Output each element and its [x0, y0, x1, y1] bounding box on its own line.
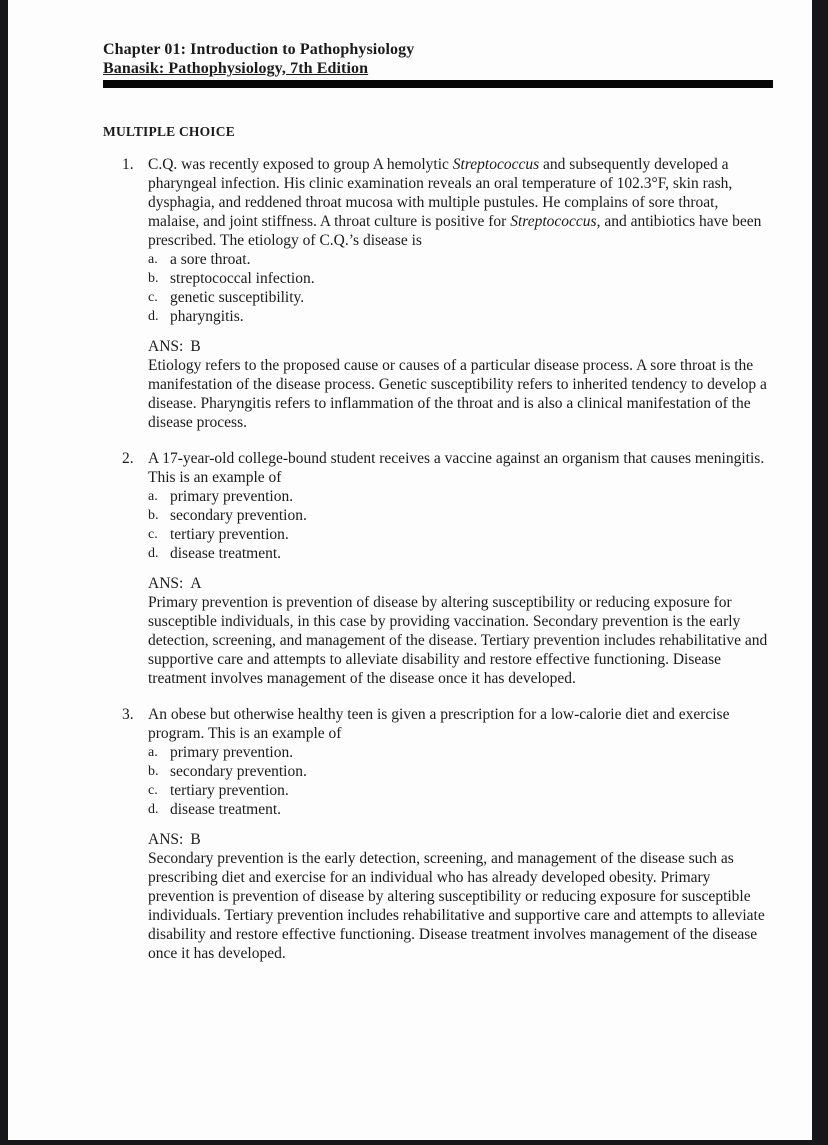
option-text: secondary prevention. [170, 507, 307, 524]
option-letter: c. [148, 527, 158, 542]
option-d [148, 307, 773, 326]
answer-label: ANS: [148, 831, 184, 848]
option-c [148, 525, 773, 544]
option-letter: c. [148, 783, 158, 798]
book-title: Banasik: Pathophysiology, 7th Edition [103, 60, 369, 77]
question-number: 1. [122, 156, 134, 173]
answer-rationale: Secondary prevention is the early detection, screening, and management of the disease such as prescribing diet and exercise for an individual who has already developed obesity. Primary prevention is prevention of disease by altering susceptibility or reducing exposure for susceptible individuals. Tertiary prevention includes rehabilitative and supportive care and attempts to alleviate disability and restore effective functioning. Disease treatment involves management of the disease once it has developed. [148, 850, 765, 962]
option-b [148, 269, 773, 288]
option-a [148, 250, 773, 269]
option-list [148, 250, 773, 326]
answer-line [148, 574, 773, 593]
answer-line [148, 830, 773, 849]
option-letter: b. [148, 271, 159, 286]
option-text: disease treatment. [170, 801, 282, 818]
option-letter: c. [148, 290, 158, 305]
answer-value: B [190, 338, 201, 355]
option-letter: a. [148, 745, 158, 760]
question-3 [103, 705, 773, 963]
option-text: tertiary prevention. [170, 782, 289, 799]
section-title: MULTIPLE CHOICE [103, 124, 235, 139]
question-stem: C.Q. was recently exposed to group A hemolytic Streptococcus and subsequently developed a pharyngeal infection. His clinic examination reveals an oral temperature of 102.3°F, skin rash, dysphagia, and reddened throat mucosa with multiple pustules. He complains of sore throat, malaise, and joint stiffness. A throat culture is positive for Streptococcus, and antibiotics have been prescribed. The etiology of C.Q.’s disease is [148, 156, 762, 249]
answer-value: A [190, 575, 202, 592]
option-text: secondary prevention. [170, 763, 307, 780]
question-2 [103, 449, 773, 688]
question-stem: A 17-year-old college-bound student receives a vaccine against an organism that causes meningitis. This is an example of [148, 450, 765, 486]
option-letter: d. [148, 309, 159, 324]
option-text: streptococcal infection. [170, 270, 315, 287]
answer-label: ANS: [148, 338, 184, 355]
option-b [148, 506, 773, 525]
question-body [148, 449, 773, 688]
option-letter: d. [148, 546, 159, 561]
option-text: primary prevention. [170, 488, 294, 505]
option-list [148, 743, 773, 819]
option-letter: b. [148, 508, 159, 523]
question-list [103, 155, 773, 963]
question-stem: An obese but otherwise healthy teen is given a prescription for a low-calorie diet and exercise program. This is an example of [148, 706, 730, 742]
question-body [148, 155, 773, 432]
option-text: pharyngitis. [170, 308, 244, 325]
document-header [103, 40, 773, 88]
question-1 [103, 155, 773, 432]
option-a [148, 487, 773, 506]
question-number: 2. [122, 450, 134, 467]
option-a [148, 743, 773, 762]
answer-rationale: Etiology refers to the proposed cause or causes of a particular disease process. A sore throat is the manifestation of the disease process. Genetic susceptibility refers to inherited tendency to develop a disease. Pharyngitis refers to inflammation of the throat and is also a clinical manifestation of the disease process. [148, 357, 767, 431]
option-text: tertiary prevention. [170, 526, 289, 543]
option-d [148, 544, 773, 563]
option-letter: a. [148, 252, 158, 267]
option-text: a sore throat. [170, 251, 251, 268]
option-list [148, 487, 773, 563]
question-body [148, 705, 773, 963]
document-page [8, 0, 812, 1140]
option-d [148, 800, 773, 819]
option-letter: a. [148, 489, 158, 504]
option-c [148, 781, 773, 800]
chapter-title: Chapter 01: Introduction to Pathophysiology [103, 41, 415, 58]
answer-value: B [190, 831, 201, 848]
answer-rationale: Primary prevention is prevention of disease by altering susceptibility or reducing exposure for susceptible individuals, in this case by providing vaccination. Secondary prevention is the early detection, screening, and management of the disease. Tertiary prevention includes rehabilitative and supportive care and attempts to alleviate disability and restore effective functioning. Disease treatment involves management of the disease once it has developed. [148, 594, 768, 687]
option-b [148, 762, 773, 781]
option-text: disease treatment. [170, 545, 282, 562]
option-letter: d. [148, 802, 159, 817]
answer-line [148, 337, 773, 356]
option-text: primary prevention. [170, 744, 294, 761]
answer-label: ANS: [148, 575, 184, 592]
header-rule [103, 80, 773, 88]
option-letter: b. [148, 764, 159, 779]
option-c [148, 288, 773, 307]
page-content [8, 0, 812, 963]
question-number: 3. [122, 706, 134, 723]
option-text: genetic susceptibility. [170, 289, 305, 306]
